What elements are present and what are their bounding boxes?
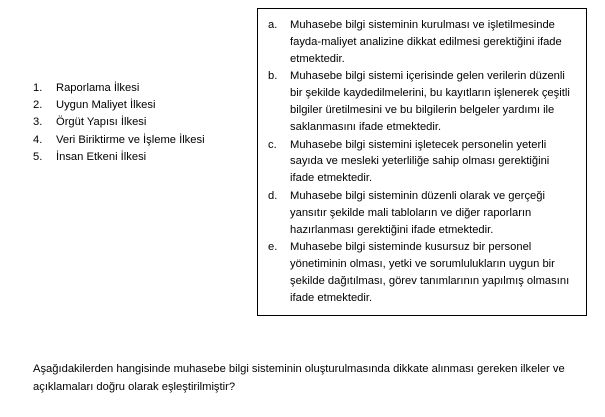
explanations-box (257, 8, 587, 316)
item-text: Muhasebe bilgi sistemini işletecek personelin yeterli sayıda ve mesleki yeterliliğe sahip olması gerektiğini ifade etmektedir. (290, 138, 550, 185)
list-item (268, 137, 574, 188)
item-label: Uygun Maliyet İlkesi (56, 99, 156, 112)
item-letter: e. (268, 241, 278, 254)
item-text: Muhasebe bilgi sistemi içerisinde gelen verilerin düzenli bir şekilde kaydedilmelerini, bu kayıtların işlenerek çeşitli bilgiler üretilmesini ve bu bilgilerin belgeler yardımı ile saklanmasını ifade etmektedir. (290, 70, 570, 134)
list-item (268, 17, 574, 68)
item-number: 4. (33, 133, 43, 146)
list-item (33, 149, 205, 166)
explanations-list (258, 9, 586, 307)
list-item (268, 68, 574, 136)
item-letter: c. (268, 138, 277, 151)
list-item (33, 132, 205, 149)
list-item (268, 239, 574, 307)
item-number: 2. (33, 99, 43, 112)
item-letter: d. (268, 189, 278, 202)
item-letter: b. (268, 70, 278, 83)
item-label: İnsan Etkeni İlkesi (56, 150, 147, 163)
item-text: Muhasebe bilgi sisteminin kurulması ve işletilmesinde fayda-maliyet analizine dikkat edilmesi gerektiğini ifade etmektedir. (290, 19, 562, 65)
item-label: Raporlama İlkesi (56, 82, 140, 94)
item-text: Muhasebe bilgi sisteminin düzenli olarak ve gerçeği yansıtır şekilde mali tabloların ve diğer raporların hazırlanması gerektiğini ifade etmektedir. (290, 189, 545, 236)
item-number: 3. (33, 116, 43, 129)
list-item (33, 80, 205, 97)
item-number: 1. (33, 82, 43, 94)
item-letter: a. (268, 19, 278, 31)
list-item (33, 97, 205, 114)
item-label: Örgüt Yapısı İlkesi (56, 116, 147, 129)
item-text: Muhasebe bilgi sisteminde kusursuz bir personel yönetiminin olması, yetki ve sorumlulukların uygun bir şekilde dağıtılması, görev tanımlarının yapılmış olmasını ifade etmektedir. (290, 241, 570, 304)
item-number: 5. (33, 150, 43, 163)
list-item (268, 188, 574, 239)
item-label: Veri Biriktirme ve İşleme İlkesi (56, 133, 205, 146)
list-item (33, 114, 205, 131)
question-text: Aşağıdakilerden hangisinde muhasebe bilgi sisteminin oluşturulmasında dikkate alınması gereken ilkeler ve açıklamaları doğru olarak eşleştirilmiştir? (33, 363, 565, 393)
principles-list (33, 80, 205, 166)
